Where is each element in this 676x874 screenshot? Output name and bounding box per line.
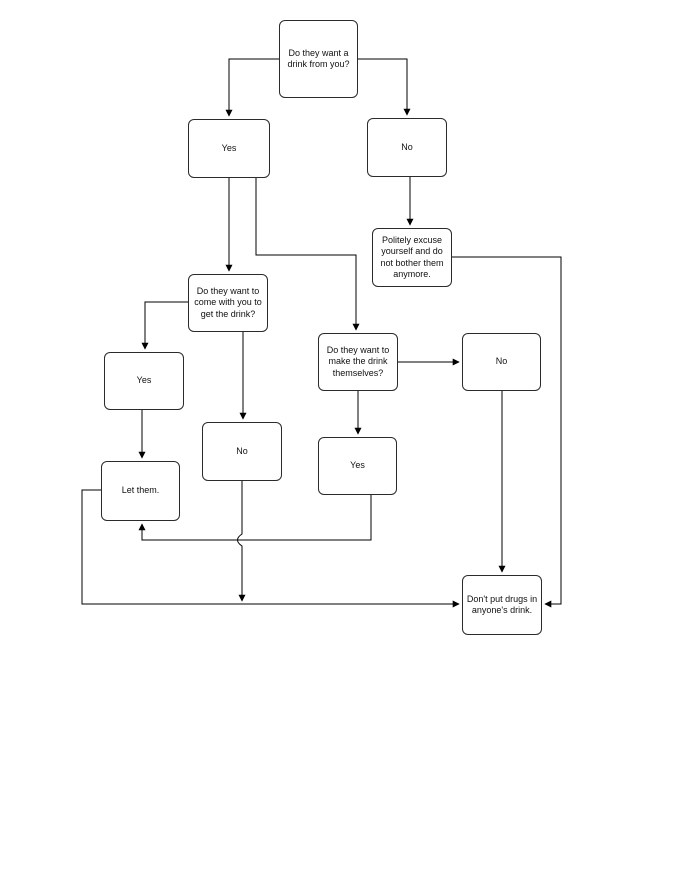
node-come-with-question[interactable] (188, 274, 268, 332)
node-let-them[interactable] (101, 461, 180, 521)
node-label: No (401, 141, 413, 152)
node-label: No (495, 356, 508, 367)
node-label: No (236, 445, 248, 456)
edge-politely-excuse-to-dont-drug (452, 257, 561, 604)
node-label: Yes (136, 375, 152, 386)
node-make-drink-question[interactable] (318, 333, 398, 391)
node-label: Don't put drugs in anyone's drink. (466, 593, 538, 615)
node-label: Let them. (121, 485, 160, 496)
edge-drink-question-to-no (358, 59, 407, 115)
node-label: Do they want a drink from you? (287, 47, 350, 69)
node-label: Yes (350, 460, 365, 471)
node-no-come[interactable] (202, 422, 282, 481)
node-yes-main[interactable] (188, 119, 270, 178)
edge-come-question-to-yes (145, 302, 188, 349)
node-no-make[interactable] (462, 333, 541, 391)
node-dont-drug[interactable] (462, 575, 542, 635)
node-label: Do they want to come with you to get the drink? (194, 286, 262, 319)
node-politely-excuse[interactable] (372, 228, 452, 287)
node-yes-come[interactable] (104, 352, 184, 410)
node-label: Do they want to make the drink themselves? (326, 345, 390, 378)
node-label: Yes (221, 142, 237, 153)
edge-yes-to-make-drink-question (256, 178, 356, 330)
node-label: Politely excuse yourself and do not bother them anymore. (380, 235, 444, 279)
edge-no-come-to-bottom-line (238, 481, 243, 601)
node-drink-question[interactable] (279, 20, 358, 98)
node-yes-make[interactable] (318, 437, 397, 495)
edge-drink-question-to-yes (229, 59, 279, 116)
node-no-main[interactable] (367, 118, 447, 177)
